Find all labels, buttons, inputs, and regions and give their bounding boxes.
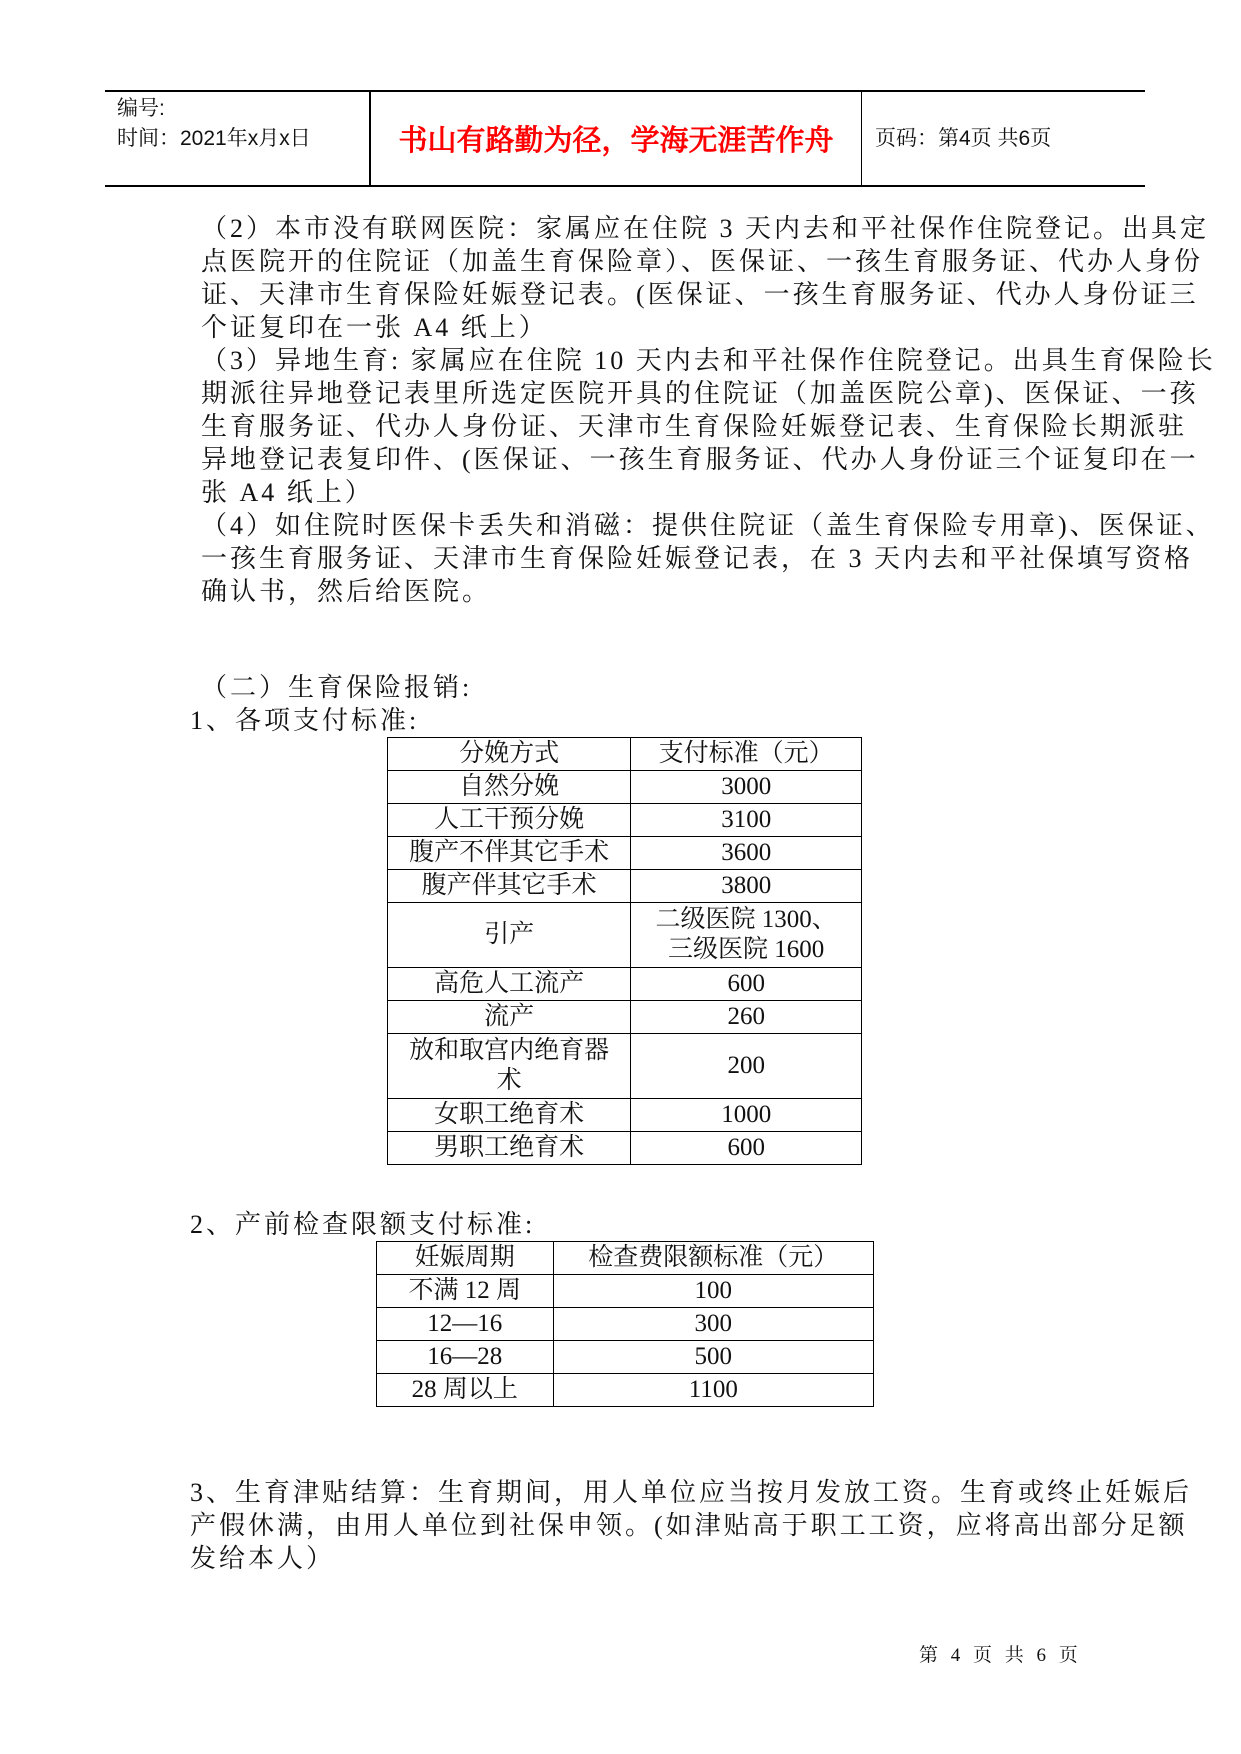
table-cell: 引产 — [388, 903, 631, 968]
table-row — [377, 1275, 874, 1308]
text-line: 3、生育津贴结算：生育期间，用人单位应当按月发放工资。生育或终止妊娠后 — [190, 1478, 1193, 1507]
prenatal-check-table — [376, 1241, 874, 1407]
table-row — [388, 804, 862, 837]
table-cell: 流产 — [388, 1001, 631, 1034]
text-line: 发给本人） — [190, 1544, 336, 1573]
table-header-row — [388, 738, 862, 771]
item-1-title: 1、各项支付标准: — [190, 706, 420, 735]
table-cell: 腹产不伴其它手术 — [388, 837, 631, 870]
table-cell: 16—28 — [377, 1341, 554, 1374]
text-line: 产假休满，由用人单位到社保申领。(如津贴高于职工工资，应将高出部分足额 — [190, 1511, 1188, 1540]
table-row — [388, 837, 862, 870]
text-line: （2）本市没有联网医院：家属应在住院 3 天内去和平社保作住院登记。出具定 — [201, 214, 1210, 243]
table-cell: 3800 — [631, 870, 862, 903]
header-motto: 书山有路勤为径，学海无涯苦作舟 — [398, 123, 834, 157]
table-cell: 500 — [553, 1341, 873, 1374]
header-page-number: 页码：第4页 共6页 — [875, 127, 1052, 150]
paragraph-2 — [201, 212, 1216, 608]
table-row — [377, 1374, 874, 1407]
table-cell: 600 — [631, 968, 862, 1001]
table-cell: 28 周以上 — [377, 1374, 554, 1407]
text-line: 一孩生育服务证、天津市生育保险妊娠登记表，在 3 天内去和平社保填写资格 — [201, 544, 1194, 573]
table-cell: 高危人工流产 — [388, 968, 631, 1001]
table-cell: 自然分娩 — [388, 771, 631, 804]
text-line: 个证复印在一张 A4 纸上） — [201, 313, 548, 342]
table-cell: 女职工绝育术 — [388, 1099, 631, 1132]
text-line: 确认书，然后给医院。 — [201, 577, 492, 606]
table-cell: 200 — [631, 1034, 862, 1099]
table-row — [377, 1341, 874, 1374]
item-3 — [190, 1476, 1192, 1575]
column-header: 检查费限额标准（元） — [553, 1242, 873, 1275]
section-2-title: （二）生育保险报销: — [201, 673, 473, 702]
table-cell: 二级医院 1300、三级医院 1600 — [631, 903, 862, 968]
page-footer: 第 4 页 共 6 页 — [919, 1645, 1082, 1666]
table-cell: 不满 12 周 — [377, 1275, 554, 1308]
document-date: 时间：2021年x月x日 — [117, 127, 311, 150]
table-cell: 1000 — [631, 1099, 862, 1132]
text-line: 张 A4 纸上） — [201, 478, 374, 507]
table-cell: 600 — [631, 1132, 862, 1165]
table-cell: 1100 — [553, 1374, 873, 1407]
table-cell: 100 — [553, 1275, 873, 1308]
table-row — [388, 968, 862, 1001]
table-cell: 男职工绝育术 — [388, 1132, 631, 1165]
table-row — [388, 1099, 862, 1132]
item-2-title: 2、产前检查限额支付标准: — [190, 1210, 536, 1239]
column-header: 分娩方式 — [388, 738, 631, 771]
text-line: 生育服务证、代办人身份证、天津市生育保险妊娠登记表、生育保险长期派驻 — [201, 412, 1188, 441]
table-cell: 300 — [553, 1308, 873, 1341]
page-header — [105, 90, 1145, 187]
table-cell: 12—16 — [377, 1308, 554, 1341]
table-row — [388, 771, 862, 804]
table-row — [388, 870, 862, 903]
table-cell: 放和取宫内绝育器术 — [388, 1034, 631, 1099]
text-line: 点医院开的住院证（加盖生育保险章）、医保证、一孩生育服务证、代办人身份 — [201, 247, 1204, 276]
table-cell: 3600 — [631, 837, 862, 870]
payment-standard-table — [387, 737, 862, 1165]
text-line: （4）如住院时医保卡丢失和消磁：提供住院证（盖生育保险专用章)、医保证、 — [201, 511, 1215, 540]
column-header: 妊娠周期 — [377, 1242, 554, 1275]
text-line: 证、天津市生育保险妊娠登记表。(医保证、一孩生育服务证、代办人身份证三 — [201, 280, 1199, 309]
header-meta — [117, 94, 311, 154]
table-row — [388, 1034, 862, 1099]
table-cell: 人工干预分娩 — [388, 804, 631, 837]
column-header: 支付标准（元） — [631, 738, 862, 771]
text-line: （3）异地生育: 家属应在住院 10 天内去和平社保作住院登记。出具生育保险长 — [201, 346, 1216, 375]
table-row — [377, 1308, 874, 1341]
text-line: 异地登记表复印件、(医保证、一孩生育服务证、代办人身份证三个证复印在一 — [201, 445, 1199, 474]
table-cell: 腹产伴其它手术 — [388, 870, 631, 903]
table-cell: 3100 — [631, 804, 862, 837]
table-header-row — [377, 1242, 874, 1275]
document-number-label: 编号: — [117, 97, 165, 120]
table-cell: 3000 — [631, 771, 862, 804]
table-row — [388, 1001, 862, 1034]
table-cell: 260 — [631, 1001, 862, 1034]
table-row — [388, 1132, 862, 1165]
header-divider — [861, 92, 862, 185]
text-line: 期派往异地登记表里所选定医院开具的住院证（加盖医院公章)、医保证、一孩 — [201, 379, 1199, 408]
table-row — [388, 903, 862, 968]
